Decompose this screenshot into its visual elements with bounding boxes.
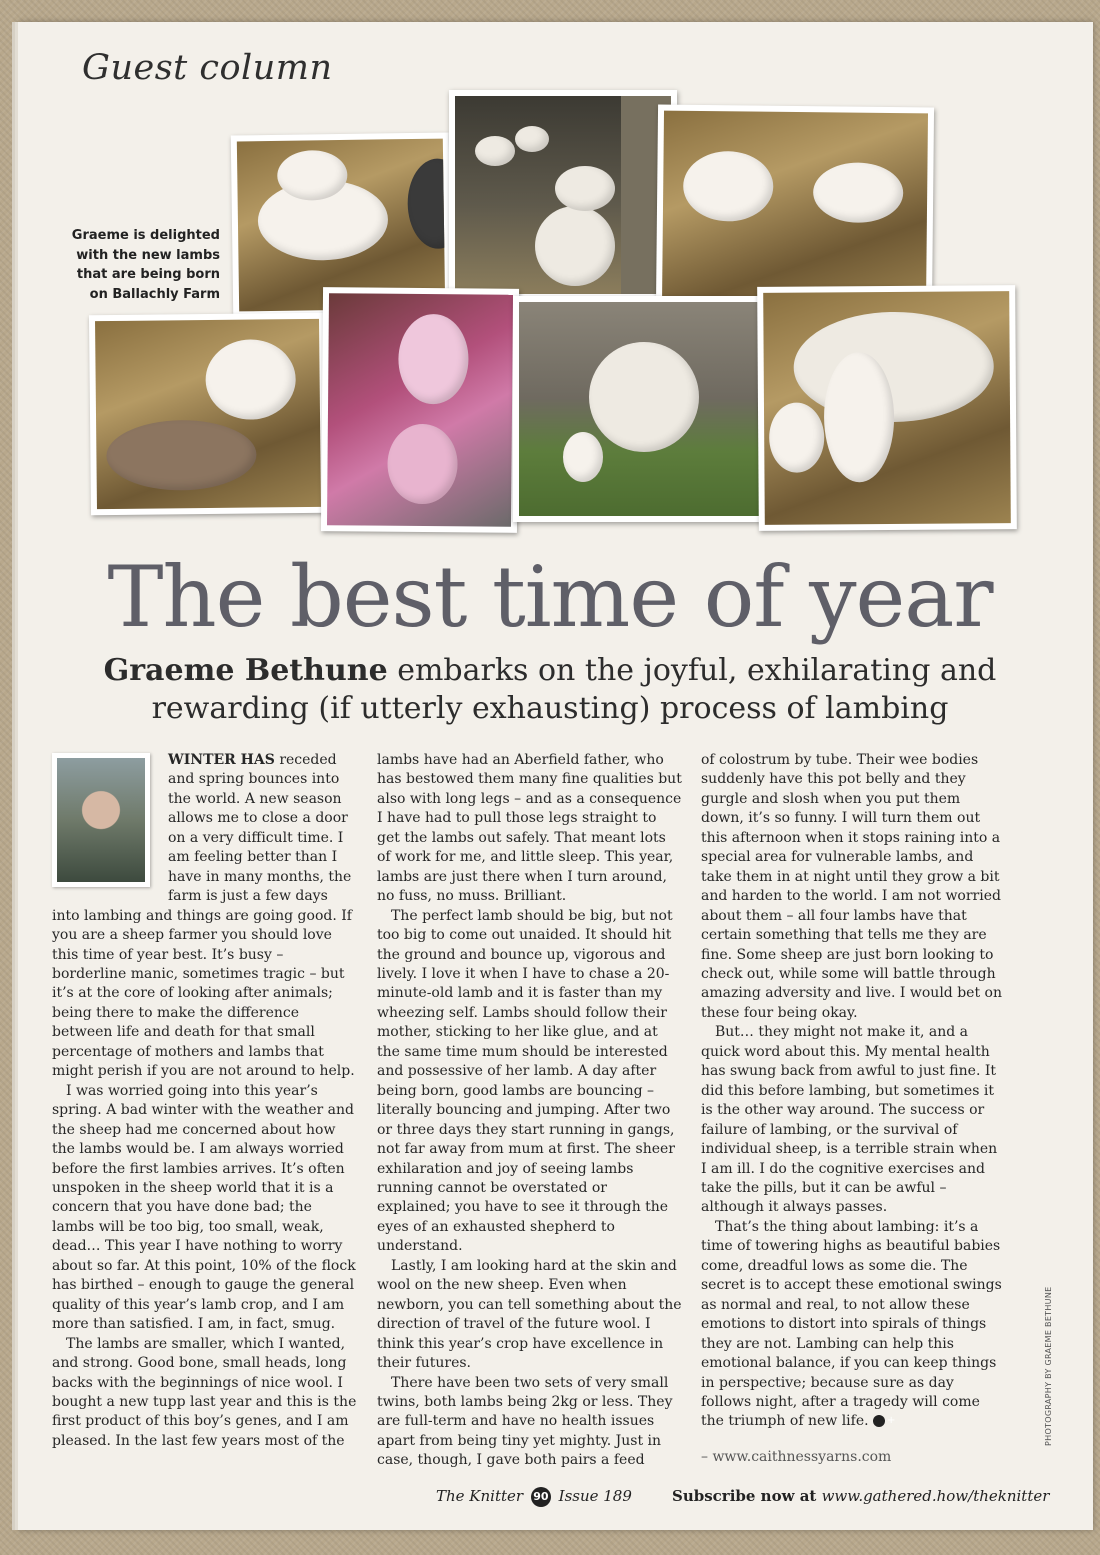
- paragraph: WINTER HAS receded and spring bounces into the world. A new season allows me to close a door on a very difficult time. I am feeling better than I have in many months, the farm is just a few days into lambing and things are going good. If you are a sheep farmer you should love this time of year best. It’s busy – borderline manic, sometimes tragic – but it’s at the core of looking after animals; being there to make the difference between life and death for that small percentage of mothers and lambs that might perish if you are not around to help.: [52, 752, 355, 1080]
- paragraph: The lambs are smaller, which I wanted, and strong. Good bone, small heads, long backs with the beginnings of nice wool. I bought a new tupp last year and this is the first product of this boy’s genes, and I am pleased. In the last few years most of the: [52, 1335, 357, 1449]
- page-number: 90: [531, 1487, 551, 1507]
- photo-image: [662, 111, 928, 308]
- article-column-1: [52, 751, 357, 1451]
- lead-in: WINTER HAS: [168, 752, 275, 768]
- footer-subscribe: Subscribe now at www.gathered.how/theknitter: [672, 1487, 1050, 1505]
- subscribe-link[interactable]: www.gathered.how/theknitter: [821, 1487, 1050, 1505]
- magazine-name: The Knitter: [436, 1487, 524, 1505]
- standfirst-text: embarks on the joyful, exhilarating and rewarding (if utterly exhausting) process of lambing: [151, 653, 997, 726]
- end-mark-icon: +: [873, 1415, 885, 1427]
- issue-number: Issue 189: [558, 1487, 632, 1505]
- photo-image: [95, 319, 321, 509]
- author-photo: [52, 753, 150, 887]
- photo-image: [237, 139, 445, 312]
- photo-ewe-and-lamb-by-wall: [513, 296, 765, 522]
- website-link[interactable]: – www.caithnessyarns.com: [701, 1448, 892, 1465]
- paragraph: Lastly, I am looking hard at the skin and wool on the new sheep. Even when newborn, you can tell something about the direction of travel of the future wool. I think this year’s crop have excellence in their futures.: [377, 1257, 682, 1372]
- headline: The best time of year: [107, 548, 993, 646]
- photo-lambs-being-held: [321, 287, 519, 533]
- photo-image: [327, 293, 513, 527]
- standfirst: [90, 652, 1010, 728]
- section-title: Guest column: [82, 48, 333, 88]
- paragraph: I was worried going into this year’s spring. A bad winter with the weather and the sheep had me concerned about how the lambs would be. I am always worried before the first lambies arrives. It’s often unspoken in the sheep world that it is a concern that you have done bad; the lambs will be too big, too small, weak, dead… This year I have nothing to worry about so far. At this point, 10% of the flock has birthed – enough to gauge the general quality of this year’s lamb crop, and I am more than satisfied. I am, in fact, smug.: [52, 1082, 356, 1333]
- photo-ewe-with-twins: [757, 285, 1017, 531]
- photo-credit: PHOTOGRAPHY BY GRAEME BETHUNE: [1044, 1286, 1053, 1446]
- photo-caption: Graeme is delighted with the new lambs that are being born on Ballachly Farm: [71, 228, 220, 302]
- photo-sheep-in-shed: [449, 90, 677, 300]
- photo-image: [763, 291, 1011, 525]
- article-column-2: [377, 751, 682, 1471]
- photo-two-lambs-in-pen: [656, 105, 934, 314]
- paragraph: There have been two sets of very small twins, both lambs being 2kg or less. They are full-term and have no health issues apart from being tiny yet mighty. Just in case, though, I gave both pairs a feed: [377, 1374, 673, 1469]
- paragraph: But… they might not make it, and a quick word about this. My mental health has swung back from awful to just fine. It did this before lambing, but sometimes it is the other way around. The success or failure of lambing, or the survival of individual sheep, is a terrible strain when I am ill. I do the cognitive exercises and take the pills, but it can be awful – although it always passes.: [701, 1024, 998, 1216]
- footer-issue: [436, 1487, 632, 1507]
- paragraph: lambs have had an Aberfield father, who has bestowed them many fine qualities but also with long legs – and as a consequence I have had to pull those legs straight to get the lambs out safely. That meant lots of work for me, and little sleep. This year, lambs are just there when I turn around, no fuss, no muss. Brilliant.: [377, 752, 682, 905]
- photo-lamb-with-ewe: [89, 313, 327, 515]
- article-column-3: [701, 751, 1006, 1467]
- paragraph: That’s the thing about lambing: it’s a time of towering highs as beautiful babies come, dreadful lows as some die. The secret is to accept these emotional swings as normal and real, to not allow these emotions to distort into spirals of things they are not. Lambing can help this emotional balance, if you can keep things in perspective; because sure as day follows night, after a tragedy will come the triumph of new life. +: [701, 1218, 1002, 1430]
- photo-image: [455, 96, 671, 294]
- author-name: Graeme Bethune: [103, 653, 388, 688]
- paragraph: of colostrum by tube. Their wee bodies suddenly have this pot belly and they gurgle and slosh when you put them down, it’s so funny. I will turn them out this afternoon when it stops raining into a special area for vulnerable lambs, and take them in at night until they grow a bit and harden to the world. I am not worried about them – all four lambs have that certain something that tells me they are fine. Some sheep are just born looking to check out, while some will battle through amazing adversity and live. I would bet on these four being okay.: [701, 752, 1002, 1021]
- photo-image: [519, 302, 759, 516]
- paragraph: The perfect lamb should be big, but not too big to come out unaided. It should hit the ground and bounce up, vigorous and lively. I love it when I have to chase a 20-minute-old lamb and it is faster than my wheezing self. Lambs should follow their mother, sticking to her like glue, and at the same time mum should be interested and possessive of her lamb. A day after being born, good lambs are bouncing – literally bouncing and jumping. After two or three days they start running in gangs, not far away from mum at first. The sheer exhilaration and joy of seeing lambs running cannot be overstated or explained; you have to see it through the eyes of an exhausted shepherd to understand.: [377, 907, 675, 1255]
